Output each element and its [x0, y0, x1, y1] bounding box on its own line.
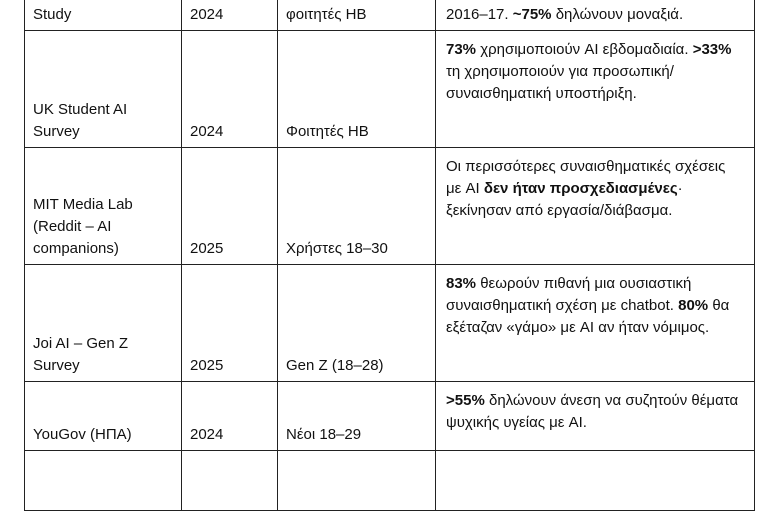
- table-row: [25, 451, 755, 511]
- finding-cell: [436, 31, 755, 148]
- finding-highlight: δεν ήταν προσχεδιασμένες: [483, 180, 678, 197]
- finding-text: 2016–17.: [446, 6, 513, 23]
- finding-highlight: 80%: [678, 297, 709, 314]
- year-cell: 2025: [182, 148, 278, 265]
- population-cell: Νέοι 18–29: [278, 382, 436, 451]
- finding-text: θεωρούν πιθανή μια ουσιαστική συναισθηματική σχέση με chatbot.: [446, 275, 692, 314]
- finding-cell: [436, 148, 755, 265]
- population-cell: Gen Z (18–28): [278, 265, 436, 382]
- finding-text: τη χρησιμοποιούν για προσωπική/συναισθηματική υποστήριξη.: [446, 63, 674, 102]
- year-cell: 2024: [182, 31, 278, 148]
- year-cell: [182, 451, 278, 511]
- finding-text: δηλώνουν μοναξιά.: [551, 6, 684, 23]
- year-cell: 2024: [182, 382, 278, 451]
- finding-highlight: 83%: [446, 275, 477, 292]
- population-cell: [278, 451, 436, 511]
- studies-table: [24, 0, 755, 511]
- year-cell: 2024: [182, 0, 278, 31]
- study-cell: Study: [25, 0, 182, 31]
- finding-text: δηλώνουν άνεση να συζητούν θέματα ψυχικής υγείας με AI.: [446, 392, 739, 431]
- finding-highlight: 73%: [446, 41, 477, 58]
- year-cell: 2025: [182, 265, 278, 382]
- table-row: [25, 265, 755, 382]
- finding-cell: [436, 265, 755, 382]
- table-row: [25, 31, 755, 148]
- finding-text: χρησιμοποιούν AI εβδομαδιαία.: [476, 41, 693, 58]
- population-cell: Χρήστες 18–30: [278, 148, 436, 265]
- table-row: [25, 148, 755, 265]
- study-cell: Joi AI – Gen Z Survey: [25, 265, 182, 382]
- study-cell: MIT Media Lab (Reddit – AI companions): [25, 148, 182, 265]
- study-cell: [25, 451, 182, 511]
- study-cell: YouGov (ΗΠΑ): [25, 382, 182, 451]
- finding-text: θα εξέταζαν «γάμο» με AI αν ήταν νόμιμος.: [446, 297, 730, 336]
- population-cell: φοιτητές ΗΒ: [278, 0, 436, 31]
- finding-cell: [436, 451, 755, 511]
- study-cell: UK Student AI Survey: [25, 31, 182, 148]
- table-row: [25, 382, 755, 451]
- finding-highlight: >55%: [446, 392, 485, 409]
- finding-cell: [436, 0, 755, 31]
- finding-text: Οι περισσότερες συναισθηματικές σχέσεις με AI: [446, 158, 726, 197]
- finding-highlight: >33%: [692, 41, 732, 58]
- population-cell: Φοιτητές ΗΒ: [278, 31, 436, 148]
- finding-highlight: ~75%: [512, 6, 552, 23]
- finding-cell: [436, 382, 755, 451]
- finding-text: · ξεκίνησαν από εργασία/διάβασμα.: [446, 180, 683, 219]
- table-row: [25, 0, 755, 31]
